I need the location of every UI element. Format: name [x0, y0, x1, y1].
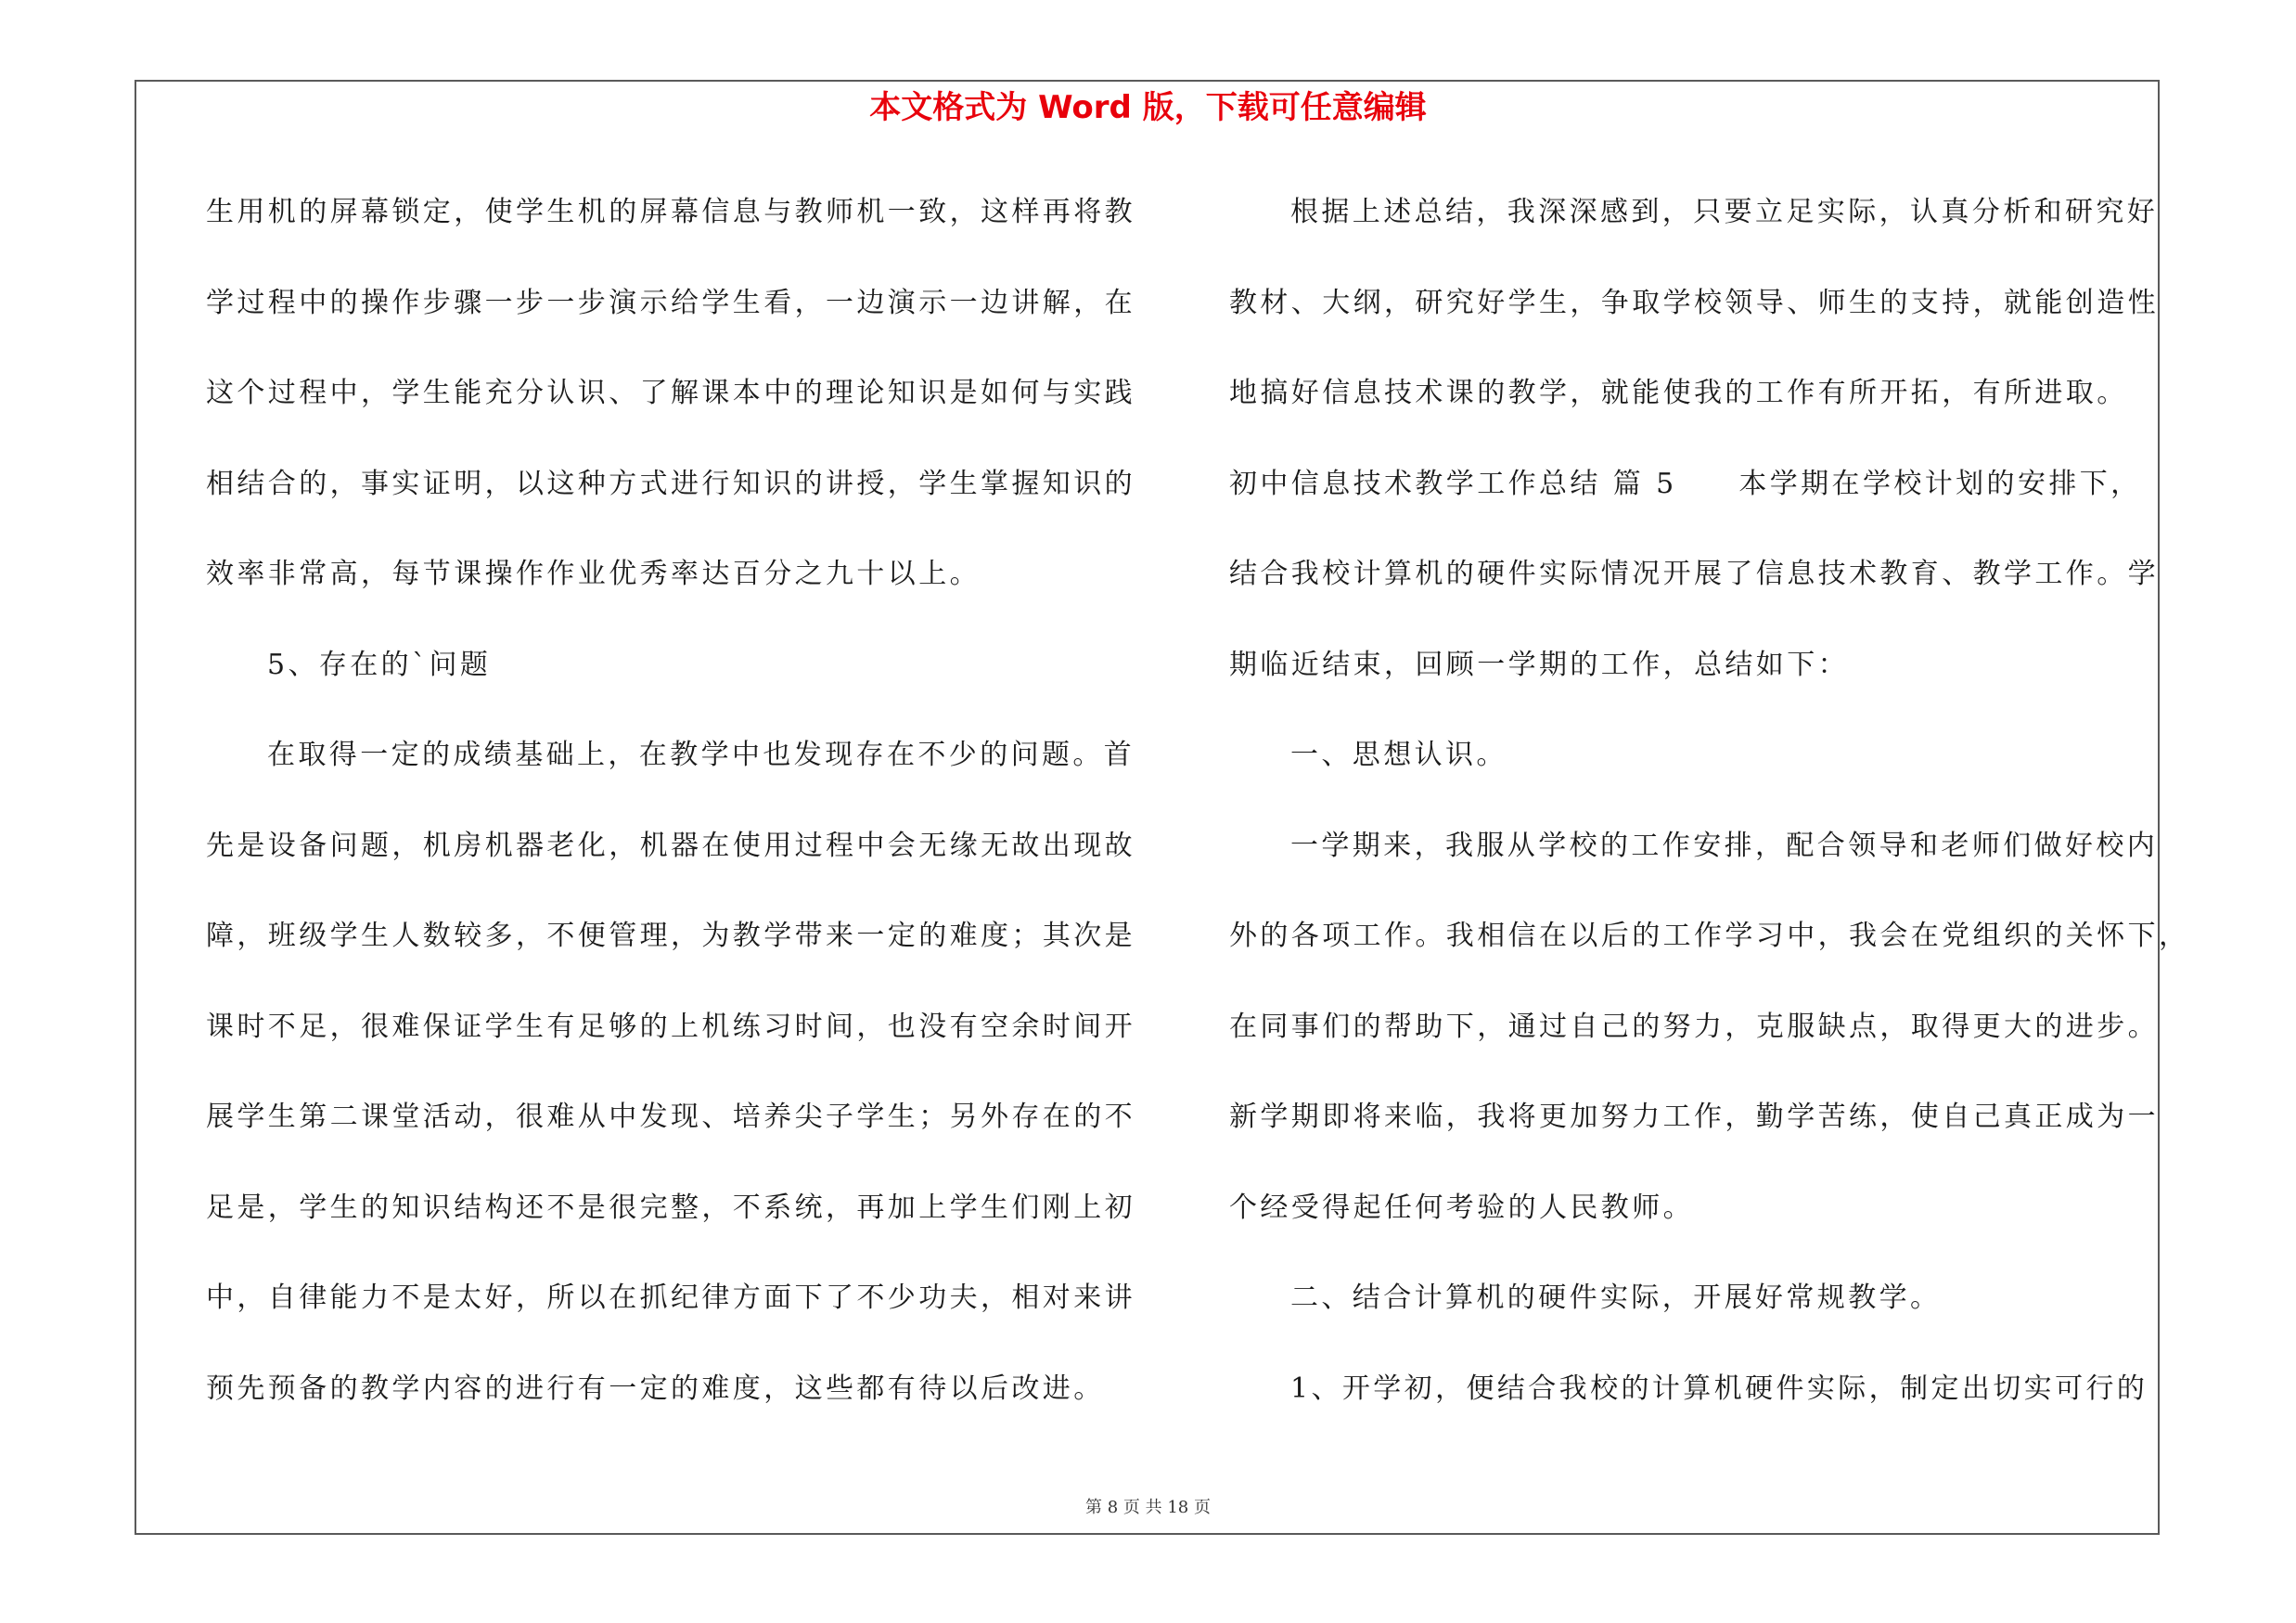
text-line: 教材、大纲，研究好学生，争取学校领导、师生的支持，就能创造性 [1229, 286, 2159, 319]
text-line: 地搞好信息技术课的教学，就能使我的工作有所开拓，有所进取。 [1229, 377, 2128, 409]
text-line: 中，自律能力不是太好，所以在抓纪律方面下了不少功夫，相对来讲 [206, 1282, 1135, 1314]
text-line: 生用机的屏幕锁定，使学生机的屏幕信息与教师机一致，这样再将教 [206, 196, 1135, 228]
text-line: 预先预备的教学内容的进行有一定的难度，这些都有待以后改进。 [206, 1372, 1105, 1405]
text-line: 5、存在的`问题 [267, 648, 492, 681]
text-line: 二、结合计算机的硬件实际，开展好常规教学。 [1290, 1282, 1942, 1314]
text-line: 这个过程中，学生能充分认识、了解课本中的理论知识是如何与实践 [206, 377, 1135, 409]
format-notice-banner: 本文格式为 Word 版，下载可任意编辑 [869, 89, 1427, 126]
text-line: 课时不足，很难保证学生有足够的上机练习时间，也没有空余时间开 [206, 1010, 1135, 1043]
text-line: 1、开学初，便结合我校的计算机硬件实际，制定出切实可行的 [1290, 1372, 2148, 1405]
text-line: 障，班级学生人数较多，不便管理，为教学带来一定的难度；其次是 [206, 920, 1135, 952]
text-line: 先是设备问题，机房机器老化，机器在使用过程中会无缘无故出现故 [206, 829, 1135, 862]
text-line: 展学生第二课堂活动，很难从中发现、培养尖子学生；另外存在的不 [206, 1101, 1135, 1133]
text-line: 足是，学生的知识结构还不是很完整，不系统，再加上学生们刚上初 [206, 1191, 1135, 1224]
text-line: 学过程中的操作步骤一步一步演示给学生看，一边演示一边讲解，在 [206, 286, 1135, 319]
text-line: 外的各项工作。我相信在以后的工作学习中，我会在党组织的关怀下， [1229, 920, 2190, 952]
page-number-footer: 第 8 页 共 18 页 [1085, 1498, 1211, 1517]
text-line: 根据上述总结，我深深感到，只要立足实际，认真分析和研究好 [1290, 196, 2159, 228]
text-line: 新学期即将来临，我将更加努力工作，勤学苦练，使自己真正成为一 [1229, 1101, 2159, 1133]
text-line: 效率非常高，每节课操作作业优秀率达百分之九十以上。 [206, 558, 981, 590]
text-line: 一学期来，我服从学校的工作安排，配合领导和老师们做好校内 [1290, 829, 2159, 862]
text-line: 相结合的，事实证明，以这种方式进行知识的讲授，学生掌握知识的 [206, 467, 1135, 500]
left-text-column [206, 180, 1134, 1447]
text-line: 在取得一定的成绩基础上，在教学中也发现存在不少的问题。首 [267, 739, 1135, 771]
text-line: 在同事们的帮助下，通过自己的努力，克服缺点，取得更大的进步。 [1229, 1010, 2159, 1043]
text-line: 结合我校计算机的硬件实际情况开展了信息技术教育、教学工作。学 [1229, 558, 2159, 590]
text-line: 个经受得起任何考验的人民教师。 [1229, 1191, 1694, 1224]
text-line: 初中信息技术教学工作总结 篇 5 本学期在学校计划的安排下， [1229, 467, 2142, 500]
right-text-column [1229, 180, 2190, 1447]
text-line: 期临近结束，回顾一学期的工作，总结如下： [1229, 648, 1849, 681]
text-line: 一、思想认识。 [1290, 739, 1507, 771]
